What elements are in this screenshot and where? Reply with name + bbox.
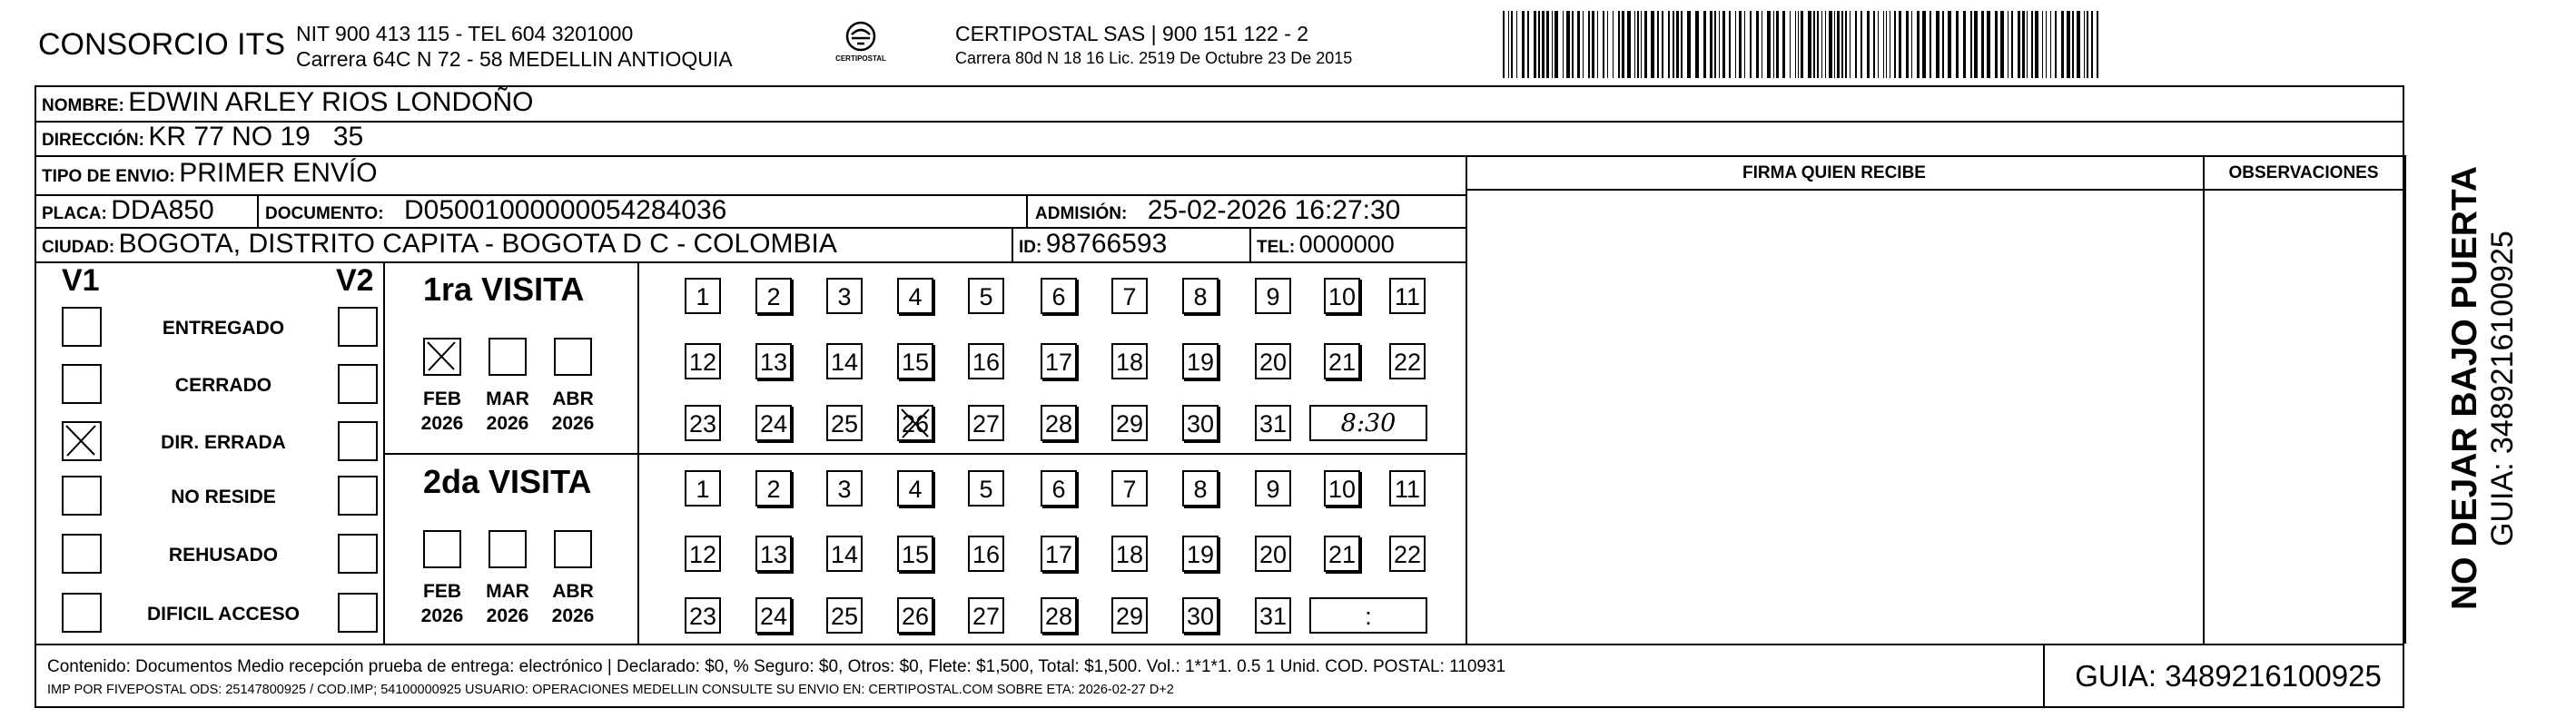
document-value: D05001000000054284036 [404, 195, 727, 225]
visit2-day-14[interactable]: 14 [826, 536, 863, 572]
visit2-day-29[interactable]: 29 [1111, 597, 1148, 634]
visit1-day-8[interactable]: 8 [1182, 278, 1219, 314]
visit2-month-checkbox-abr[interactable] [554, 530, 592, 568]
visit1-month-label-mar: MAR 2026 [486, 389, 529, 434]
reason-label-dir-errada: DIR. ERRADA [161, 432, 286, 453]
visit2-day-20[interactable]: 20 [1255, 536, 1291, 572]
v2-checkbox-dificil-acceso[interactable] [338, 593, 378, 633]
visit1-day-27[interactable]: 27 [968, 405, 1004, 441]
visit1-day-10[interactable]: 10 [1324, 278, 1360, 314]
visit2-day-19[interactable]: 19 [1182, 536, 1219, 572]
company-info-line2: Carrera 64C N 72 - 58 MEDELLIN ANTIOQUIA [296, 47, 733, 71]
visit2-month-checkbox-feb[interactable] [423, 530, 461, 568]
observations-area[interactable] [2205, 191, 2403, 642]
visit2-day-18[interactable]: 18 [1111, 536, 1148, 572]
visit1-day-21[interactable]: 21 [1324, 343, 1360, 379]
visit2-time-box[interactable]: : [1309, 597, 1427, 634]
visit2-day-27[interactable]: 27 [968, 597, 1004, 634]
tel-value: 0000000 [1298, 231, 1395, 258]
visit1-month-label-abr: ABR 2026 [551, 389, 595, 434]
reason-label-rehusado: REHUSADO [168, 545, 279, 566]
visit1-day-16[interactable]: 16 [968, 343, 1004, 379]
visit1-day-1[interactable]: 1 [685, 278, 721, 314]
tel-field [1257, 231, 1395, 259]
name-label: NOMBRE: [42, 96, 124, 115]
visit1-day-9[interactable]: 9 [1255, 278, 1291, 314]
signature-area[interactable] [1467, 191, 2201, 642]
v1-checkbox-rehusado[interactable] [62, 534, 102, 574]
admission-label: ADMISIÓN: [1035, 204, 1128, 223]
city-label: CIUDAD: [42, 238, 115, 257]
address-value: KR 77 NO 19 35 [148, 122, 364, 152]
id-field [1019, 229, 1167, 260]
visit1-day-24[interactable]: 24 [755, 405, 792, 441]
visit1-day-19[interactable]: 19 [1182, 343, 1219, 379]
address-label: DIRECCIÓN: [42, 131, 144, 150]
v2-checkbox-rehusado[interactable] [338, 534, 378, 574]
v1-checkbox-entregado[interactable] [62, 307, 102, 347]
v2-checkbox-dir-errada[interactable] [338, 421, 378, 461]
v1-label: V1 [62, 263, 100, 298]
visit1-day-15[interactable]: 15 [897, 343, 933, 379]
ship-type-label: TIPO DE ENVIO: [42, 167, 175, 186]
plate-label: PLACA: [42, 204, 107, 223]
visit1-day-20[interactable]: 20 [1255, 343, 1291, 379]
visit2-month-checkbox-mar[interactable] [489, 530, 527, 568]
city-value: BOGOTA, DISTRITO CAPITA - BOGOTA D C - COLOMBIA [118, 229, 837, 259]
visit1-day-7[interactable]: 7 [1111, 278, 1148, 314]
plate-value: DDA850 [111, 195, 214, 225]
visit2-day-30[interactable]: 30 [1182, 597, 1219, 634]
visit1-day-11[interactable]: 11 [1389, 278, 1426, 314]
document-label: DOCUMENTO: [265, 204, 384, 223]
visit2-day-17[interactable]: 17 [1041, 536, 1077, 572]
visit2-day-10[interactable]: 10 [1324, 470, 1360, 507]
v2-label: V2 [336, 263, 374, 298]
admission-value: 25-02-2026 16:27:30 [1147, 195, 1401, 225]
plate-field [42, 195, 214, 226]
visit1-day-23[interactable]: 23 [685, 405, 721, 441]
reason-label-dificil-acceso: DIFICIL ACCESO [146, 604, 300, 625]
visit1-day-13[interactable]: 13 [755, 343, 792, 379]
visit1-time-box[interactable]: 8:30 [1309, 405, 1427, 441]
ship-type-value: PRIMER ENVÍO [179, 158, 378, 188]
company-name: CONSORCIO ITS [38, 27, 286, 62]
v2-checkbox-cerrado[interactable] [338, 364, 378, 404]
document-field [265, 195, 726, 226]
visit1-month-checkbox-mar[interactable] [489, 338, 527, 376]
visit2-day-25[interactable]: 25 [826, 597, 863, 634]
reason-label-cerrado: CERRADO [174, 375, 272, 396]
visit1-day-5[interactable]: 5 [968, 278, 1004, 314]
id-label: ID: [1019, 238, 1042, 257]
visit2-day-4[interactable]: 4 [897, 470, 933, 507]
address-field [42, 122, 363, 152]
observations-header: OBSERVACIONES [2228, 163, 2379, 182]
visit2-day-28[interactable]: 28 [1041, 597, 1077, 634]
carrier-info-line2: Carrera 80d N 18 16 Lic. 2519 De Octubre 23 De 2015 [955, 49, 1353, 67]
v2-checkbox-no-reside[interactable] [338, 476, 378, 516]
visit1-day-31[interactable]: 31 [1255, 405, 1291, 441]
visit2-day-23[interactable]: 23 [685, 597, 721, 634]
visit2-day-13[interactable]: 13 [755, 536, 792, 572]
signature-header: FIRMA QUIEN RECIBE [1742, 163, 1926, 182]
visit1-day-4[interactable]: 4 [897, 278, 933, 314]
id-value: 98766593 [1045, 229, 1168, 259]
visit1-title: 1ra VISITA [423, 271, 585, 308]
visit2-day-16[interactable]: 16 [968, 536, 1004, 572]
visit1-day-30[interactable]: 30 [1182, 405, 1219, 441]
v1-checkbox-no-reside[interactable] [62, 476, 102, 516]
visit1-month-checkbox-feb[interactable] [423, 338, 461, 376]
v2-checkbox-entregado[interactable] [338, 307, 378, 347]
visit2-day-1[interactable]: 1 [685, 470, 721, 507]
footer-print-info: IMP POR FIVEPOSTAL ODS: 25147800925 / COD.IMP; 54100000925 USUARIO: OPERACIONES MEDELLIN CONSULTE SU ENVIO EN: CERTIPOSTAL.COM SOBRE ETA: 2026-02-27 D+2 [47, 683, 1174, 697]
logo-text: CERTIPOSTAL [835, 54, 886, 63]
visit1-day-6[interactable]: 6 [1041, 278, 1077, 314]
visit1-month-checkbox-abr[interactable] [554, 338, 592, 376]
reason-label-entregado: ENTREGADO [162, 318, 285, 339]
visit2-day-2[interactable]: 2 [755, 470, 792, 507]
visit2-day-5[interactable]: 5 [968, 470, 1004, 507]
visit2-day-7[interactable]: 7 [1111, 470, 1148, 507]
admission-field [1035, 195, 1400, 226]
footer-guide-number: GUIA: 3489216100925 [2075, 659, 2382, 693]
visit2-day-26[interactable]: 26 [897, 597, 933, 634]
visit2-day-31[interactable]: 31 [1255, 597, 1291, 634]
side-guide-number: GUIA: 3489216100925 [2485, 231, 2520, 546]
carrier-info-line1: CERTIPOSTAL SAS | 900 151 122 - 2 [955, 22, 1309, 45]
ship-type-field [42, 158, 378, 189]
city-field [42, 229, 837, 260]
visit2-month-label-feb: FEB 2026 [420, 581, 464, 626]
visit1-day-26[interactable]: 26 [897, 405, 933, 441]
visit1-day-14[interactable]: 14 [826, 343, 863, 379]
visit2-day-6[interactable]: 6 [1041, 470, 1077, 507]
visit2-day-8[interactable]: 8 [1182, 470, 1219, 507]
visit1-month-label-feb: FEB 2026 [420, 389, 464, 434]
company-info-line1: NIT 900 413 115 - TEL 604 3201000 [296, 22, 634, 45]
visit2-day-15[interactable]: 15 [897, 536, 933, 572]
visit2-day-21[interactable]: 21 [1324, 536, 1360, 572]
visit1-day-12[interactable]: 12 [685, 343, 721, 379]
visit1-day-22[interactable]: 22 [1389, 343, 1426, 379]
visit1-day-29[interactable]: 29 [1111, 405, 1148, 441]
visit1-day-3[interactable]: 3 [826, 278, 863, 314]
certipostal-logo [824, 18, 897, 69]
visit2-day-24[interactable]: 24 [755, 597, 792, 634]
visit2-month-label-mar: MAR 2026 [486, 581, 529, 626]
barcode [1503, 11, 2102, 78]
visit2-title: 2da VISITA [423, 463, 592, 500]
tel-label: TEL: [1257, 238, 1296, 257]
reason-label-no-reside: NO RESIDE [171, 487, 276, 507]
visit2-day-9[interactable]: 9 [1255, 470, 1291, 507]
visit2-day-11[interactable]: 11 [1389, 470, 1426, 507]
v1-checkbox-dir-errada[interactable] [62, 421, 102, 461]
footer-contents: Contenido: Documentos Medio recepción prueba de entrega: electrónico | Declarado: $0, % Seguro: $0, Otros: $0, Flete: $1,500, Total: $1,500. Vol.: 1*1*1. 0.5 1 Unid. COD. POSTAL: 110931 [47, 657, 1506, 676]
v1-checkbox-cerrado[interactable] [62, 364, 102, 404]
visit1-day-17[interactable]: 17 [1041, 343, 1077, 379]
visit2-day-3[interactable]: 3 [826, 470, 863, 507]
side-notice: NO DEJAR BAJO PUERTA [2445, 165, 2484, 610]
visit2-month-label-abr: ABR 2026 [551, 581, 595, 626]
visit1-day-28[interactable]: 28 [1041, 405, 1077, 441]
visit1-day-2[interactable]: 2 [755, 278, 792, 314]
visit1-day-25[interactable]: 25 [826, 405, 863, 441]
name-field [42, 87, 533, 118]
visit2-day-12[interactable]: 12 [685, 536, 721, 572]
v1-checkbox-dificil-acceso[interactable] [62, 593, 102, 633]
name-value: EDWIN ARLEY RIOS LONDOÑO [128, 87, 534, 117]
visit2-day-22[interactable]: 22 [1389, 536, 1426, 572]
visit1-day-18[interactable]: 18 [1111, 343, 1148, 379]
